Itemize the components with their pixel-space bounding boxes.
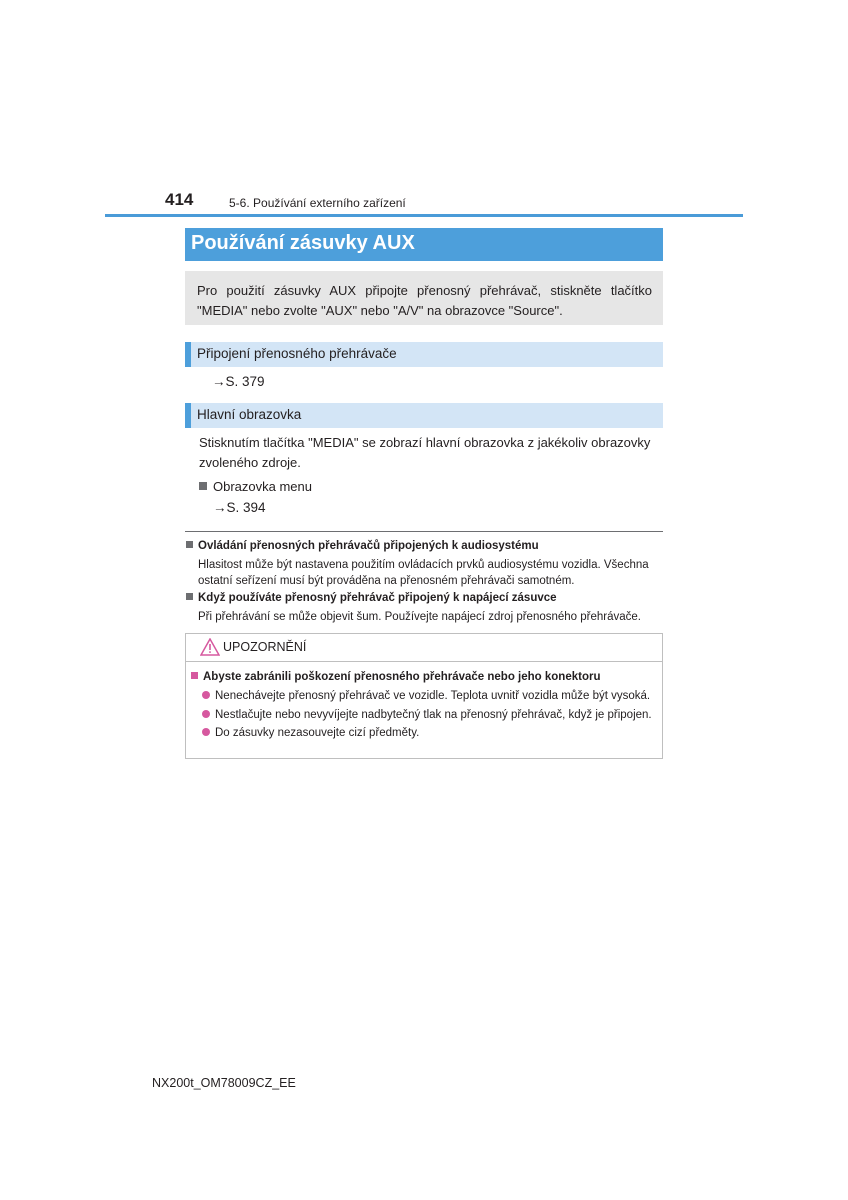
warning-item: Nestlačujte nebo nevyvíjejte nadbytečný tlak na přenosný přehrávač, když je připojen. xyxy=(202,709,652,721)
note-heading: Ovládání přenosných přehrávačů připojených k audiosystému xyxy=(186,540,539,552)
warning-box xyxy=(185,633,663,759)
square-bullet-icon xyxy=(199,482,207,490)
bullet-dot-icon xyxy=(202,710,210,718)
warning-item: Nenechávejte přenosný přehrávač ve vozidle. Teplota uvnitř vozidla může být vysoká. xyxy=(202,690,650,702)
page-reference-link[interactable]: →S. 379 xyxy=(212,374,265,389)
warning-triangle-icon xyxy=(200,638,220,661)
square-bullet-icon xyxy=(186,593,193,600)
subheading-bar-main-screen xyxy=(185,403,663,428)
note-text: Při přehrávání se může objevit šum. Používejte napájecí zdroj přenosného přehrávače. xyxy=(198,611,641,623)
bullet-dot-icon xyxy=(202,728,210,736)
note-text: Hlasitost může být nastavena použitím ovládacích prvků audiosystému vozidla. Všechna ostatní seřízení musí být prováděna na přenosném přehrávači samotném. xyxy=(198,559,649,587)
subheading-main-screen: Hlavní obrazovka xyxy=(197,407,302,422)
notes-divider xyxy=(185,531,663,532)
page-number: 414 xyxy=(165,190,194,209)
title-bar xyxy=(185,228,663,261)
warning-item: Do zásuvky nezasouvejte cizí předměty. xyxy=(202,727,419,739)
square-bullet-icon xyxy=(191,672,198,679)
bullet-dot-icon xyxy=(202,691,210,699)
warning-heading: Abyste zabránili poškození přenosného přehrávače nebo jeho konektoru xyxy=(191,671,600,683)
menu-screen-label: Obrazovka menu xyxy=(213,479,312,494)
warning-title: UPOZORNĚNÍ xyxy=(223,640,307,654)
subheading-bar-connection xyxy=(185,342,663,367)
page-title: Používání zásuvky AUX xyxy=(191,232,415,254)
menu-screen-item xyxy=(199,477,312,497)
section-title: 5-6. Používání externího zařízení xyxy=(229,196,406,210)
note-heading: Když používáte přenosný přehrávač připojený k napájecí zásuvce xyxy=(186,592,557,604)
main-screen-text: Stisknutím tlačítka "MEDIA" se zobrazí hlavní obrazovka z jakékoliv obrazovky zvoleného zdroje. xyxy=(199,435,651,470)
subheading-connection: Připojení přenosného přehrávače xyxy=(197,346,397,361)
intro-text: Pro použití zásuvky AUX připojte přenosný přehrávač, stiskněte tlačítko "MEDIA" nebo zvolte "AUX" nebo "A/V" na obrazovce "Source". xyxy=(197,283,652,318)
page-reference-link[interactable]: →S. 394 xyxy=(213,500,266,515)
intro-box xyxy=(185,271,663,325)
header-divider xyxy=(105,214,743,217)
warning-header xyxy=(186,634,662,662)
square-bullet-icon xyxy=(186,541,193,548)
footer-code: NX200t_OM78009CZ_EE xyxy=(152,1076,296,1090)
